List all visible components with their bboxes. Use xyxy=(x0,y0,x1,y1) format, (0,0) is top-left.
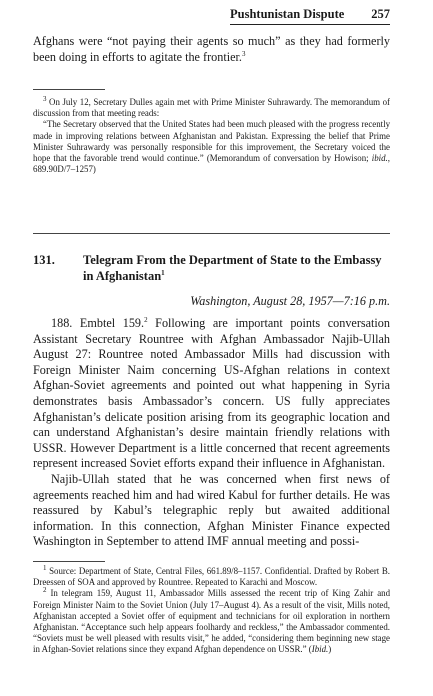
section-divider xyxy=(33,233,390,234)
document-number: 131. xyxy=(33,253,55,267)
continued-paragraph: Afghans were “not paying their agents so much” as they had formerly been doing in efforts to agitate the frontier. xyxy=(33,34,390,64)
note-ref-1: 1 xyxy=(161,268,165,277)
footnote-3-quote: “The Secretary observed that the United States had been much pleased with the progress recently made in improving relations between Afghanistan and Pakistan. Expressing the belief that Prime Minister Suhrawardy was personally responsible for this improvement, the Secretary voiced the hope that the favorable trend would continue.” (Memorandum of conversation by Howison; xyxy=(33,119,390,164)
note-ref-2: 2 xyxy=(144,315,148,324)
page-number: 257 xyxy=(371,7,390,21)
footnote-2-end: ) xyxy=(328,644,332,655)
footnote-rule-top xyxy=(33,89,105,90)
footnote-marker-2: 2 xyxy=(43,586,47,595)
footnote-3 xyxy=(33,97,390,175)
paragraph-1-text: Following are important points conversation Assistant Secretary Rountree with Afghan Ambassador Najib-Ullah August 27: Rountree noted Ambassador Mills had discussion with Foreign Minister Naim concerning US-Afghan relations in context Afghan-Soviet agreements and pointed out what happening in Syria demonstrates basis Ambassador’s concern. US fully appreciates Afghanistan’s delicate position arising from its geographic location and can understand Afghanistan’s desire maintain friendly relations with USSR. However Department is a little concerned that recent agreements represent increased Soviet efforts expand their influence in Afghanistan. xyxy=(33,316,390,471)
footnote-marker-3: 3 xyxy=(43,95,47,104)
paragraph-2-text: Najib-Ullah stated that he was concerned when first news of agreements reached him and had wired Kabul for further details. He was reassured by Kabul’s telegraphic reply but awaited additional information. In this connection, Afghan Minister Finance expected Washington in September to attend IMF annual meeting and possi- xyxy=(33,471,390,549)
footnote-marker-1: 1 xyxy=(43,564,47,573)
footnotes-bottom xyxy=(33,566,390,656)
footnote-3-cite: , 689.90D/7–1257) xyxy=(33,153,390,175)
footnote-rule-bottom xyxy=(33,561,105,562)
footnote-2-text: In telegram 159, August 11, Ambassador Mills assessed the recent trip of King Zahir and Foreign Minister Naim to the Soviet Union (July 17–August 4). As a result of the visit, Mills noted, Afghanistan accepted a Soviet offer of equipment and technicians for oil exploration in northern Afghanistan. “Acceptance such help appears foolhardy and reckless,” the Ambassador commented. “Soviets must be well pleased with results visit,” he added, “considering them beginning new stage in Afghan-Soviet relations since they expand Afghan dependence on USSR.” ( xyxy=(33,588,391,655)
note-ref-3: 3 xyxy=(241,49,246,58)
paragraph-1-start: 188. Embtel 159. xyxy=(51,316,145,330)
continued-text xyxy=(33,34,390,65)
telegram-body xyxy=(33,316,390,550)
ibid-2: Ibid. xyxy=(311,644,329,655)
document-title: Telegram From the Department of State to the Embassy in Afghanistan xyxy=(83,253,382,283)
dateline: Washington, August 28, 1957—7:16 p.m. xyxy=(190,294,390,308)
ibid-3: ibid. xyxy=(371,153,388,164)
footnote-3-text: On July 12, Secretary Dulles again met with Prime Minister Suhrawardy. The memorandum of discussion from that meeting reads: xyxy=(33,97,390,119)
footnote-1-text: Source: Department of State, Central Files, 661.89/8–1157. Confidential. Drafted by Robert B. Dreessen of SOA and approved by Rountree. Repeated to Karachi and Moscow. xyxy=(33,566,391,588)
running-title: Pushtunistan Dispute xyxy=(230,7,345,21)
running-header xyxy=(230,6,390,25)
